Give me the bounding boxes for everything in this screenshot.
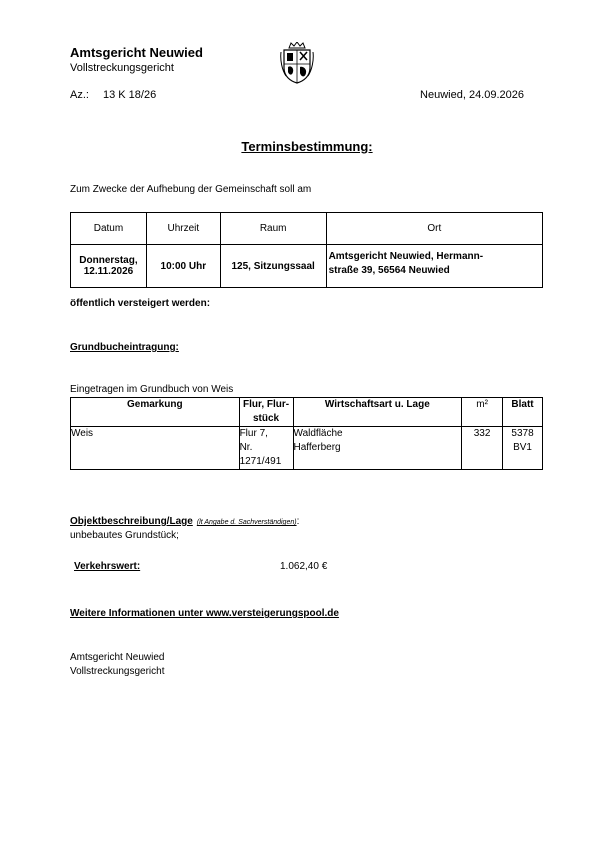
col-header-gemarkung: Gemarkung — [71, 398, 240, 427]
ort-line-1: Amtsgericht Neuwied, Hermann- — [328, 251, 484, 262]
az-value: 13 K 18/26 — [103, 89, 157, 101]
table-row — [71, 427, 543, 470]
col-header-ort: Ort — [326, 213, 542, 245]
table-header-row — [71, 213, 543, 245]
cell-flur — [239, 427, 293, 470]
datum-date: 12.11.2026 — [83, 266, 134, 277]
objekt-colon: : — [296, 516, 300, 527]
col-header-datum: Datum — [71, 213, 147, 245]
datum-weekday: Donnerstag, — [79, 255, 138, 266]
cell-ort — [326, 245, 542, 288]
court-name: Amtsgericht Neuwied — [70, 45, 203, 60]
objekt-heading: Objektbeschreibung/Lage — [70, 516, 193, 527]
blatt-line-1: 5378 — [511, 428, 534, 439]
grundbuch-heading: Grundbucheintragung: — [70, 342, 179, 353]
flur-line-3: 1271/491 — [239, 456, 282, 467]
place-date: Neuwied, 24.09.2026 — [420, 89, 524, 101]
col-header-flur — [239, 398, 293, 427]
flur-header-line-2: stück — [252, 413, 280, 424]
auction-statement: öffentlich versteigert werden: — [70, 298, 211, 309]
cell-raum: 125, Sitzungssaal — [220, 245, 326, 288]
flur-header-line-1: Flur, Flur- — [242, 399, 290, 410]
table-header-row — [71, 398, 543, 427]
more-info-link[interactable]: Weitere Informationen unter www.versteigerungspool.de — [70, 608, 339, 619]
ort-line-2: straße 39, 56564 Neuwied — [328, 265, 450, 276]
cell-wirtschaftsart — [293, 427, 462, 470]
cell-blatt — [503, 427, 543, 470]
footer-court-department: Vollstreckungsgericht — [70, 666, 165, 677]
appointment-table — [70, 212, 543, 288]
grundbuch-intro: Eingetragen im Grundbuch von Weis — [70, 384, 234, 395]
intro-text: Zum Zwecke der Aufhebung der Gemeinschaft soll am — [70, 184, 312, 195]
objekt-description: unbebautes Grundstück; — [70, 530, 179, 541]
objekt-heading-line — [70, 516, 299, 527]
objekt-note: (lt Angabe d. Sachverständigen) — [196, 519, 297, 526]
cell-datum — [71, 245, 147, 288]
cell-m2: 332 — [462, 427, 503, 470]
verkehrswert-label: Verkehrswert: — [74, 561, 141, 572]
flur-line-1: Flur 7, — [239, 428, 268, 439]
col-header-uhrzeit: Uhrzeit — [146, 213, 220, 245]
footer-court-name: Amtsgericht Neuwied — [70, 652, 165, 663]
cell-gemarkung: Weis — [71, 427, 240, 470]
col-header-wirtschaftsart: Wirtschaftsart u. Lage — [293, 398, 462, 427]
page-title: Terminsbestimmung: — [241, 139, 373, 154]
col-header-m2: m² — [462, 398, 503, 427]
flur-line-2: Nr. — [239, 442, 253, 453]
court-department: Vollstreckungsgericht — [70, 62, 174, 74]
table-row — [71, 245, 543, 288]
wirtschaftsart-line-1: Waldfläche — [293, 428, 343, 439]
coat-of-arms-icon — [280, 42, 314, 84]
grundbuch-table — [70, 397, 543, 470]
verkehrswert-value: 1.062,40 € — [280, 561, 328, 572]
az-label: Az.: — [70, 89, 89, 101]
col-header-blatt: Blatt — [503, 398, 543, 427]
col-header-raum: Raum — [220, 213, 326, 245]
wirtschaftsart-line-2: Hafferberg — [293, 442, 341, 453]
cell-uhrzeit: 10:00 Uhr — [146, 245, 220, 288]
blatt-line-2: BV1 — [513, 442, 532, 453]
